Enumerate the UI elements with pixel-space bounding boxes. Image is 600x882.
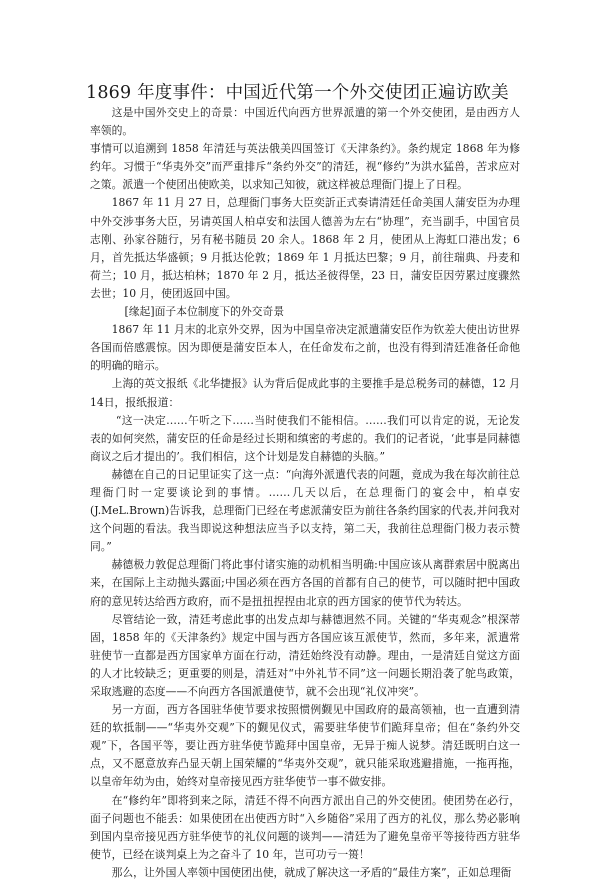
paragraph-appointment: 1867 年 11 月末的北京外交界，因为中国皇帝决定派遣蒲安臣作为钦差大使出访世界各国而倍感震惊。因为即便是蒲安臣本人，在任命发布之前，也没有得到清廷准备任命他的明确的暗示。 [90, 323, 520, 373]
article-body [90, 104, 520, 882]
paragraph-quote: “这一决定……午听之下……当时使我们不能相信。……我们可以肯定的说，无论发表的如何突然，蒲安臣的任命是经过长期和缜密的考虑的。我们的记者说，‘此事是同赫德商议之后才提出的’。我们相信，这个计划是发自赫德的头脑。” [90, 413, 520, 463]
paragraph-qing-view: 尽管结论一致，清廷考虑此事的出发点却与赫德迥然不同。关键的“华夷观念”根深蒂固，1858 年的《天津条约》规定中国与西方各国应该互派使节，然而，多年来，派遣常驻使节一直都是西方国家单方面在行动，清廷始终没有动静。理由，一是清廷自觉这方面的人才比较缺乏；更重要的则是，清廷对“中外礼节不同”这一问题长期沿袭了鸵鸟政策，采取逃避的态度——不向西方各国派遣使节，就不会出现“礼仪冲突”。 [90, 612, 520, 698]
page-title: 1869 年度事件：中国近代第一个外交使团正遍访欧美 [86, 83, 509, 103]
paragraph-solution: 那么，让外国人率领中国使团出使，就成了解决这一矛盾的“最佳方案”，正如总理衙 [111, 865, 512, 879]
paragraph-intro: 这是中国外交史上的奇景：中国近代向西方世界派遣的第一个外交使团，是由西方人率领的。 [90, 106, 520, 138]
paragraph-hart-diary: 赫德在自己的日记里证实了这一点：“向海外派遣代表的问题，竟成为我在每次前往总理衙门时一定要谈论到的事情。……几天以后，在总理衙门的宴会中，柏卓安(J.MeL.Brown)告诉我，总理衙门已经在考虑派蒲安臣为前往各条约国家的代表,并问我对这个问题的看法。我当即说这种想法应当予以支持，第二天，我前往总理衙门极力表示赞同。” [90, 467, 520, 554]
paragraph-revision-year: 在“修约年”即将到来之际，清廷不得不向西方派出自己的外交使团。使团势在必行，面子问题也不能丢：如果使团在出使西方时“入乡随俗”采用了西方的礼仪，那么势必影响到国内皇帝接见西方驻华使节的礼仪问题的谈判——清廷为了避免皇帝平等接待西方驻华使节，已经在谈判桌上为之奋斗了 10 年，岂可功亏一篑！ [90, 793, 520, 861]
paragraph-itinerary: 1867 年 11 月 27 日，总理衙门事务大臣奕訢正式奏请清廷任命美国人蒲安臣为办理中外交涉事务大臣，另请英国人柏卓安和法国人德善为左右“协理”，充当副手，中国官员志刚、孙家谷随行，另有秘书随员 20 余人。1868 年 2 月，使团从上海虹口港出发；6 月，首先抵达华盛顿；9 月抵达伦敦；1869 年 1 月抵达巴黎；9 月，前往瑞典、丹麦和荷兰；10 月，抵达柏林；1870 年 2 月，抵达圣彼得堡，23 日，蒲安臣因劳累过度骤然去世；10 月，使团返回中国。 [90, 196, 520, 300]
paragraph-newspaper: 上海的英文报纸《北华捷报》认为背后促成此事的主要推手是总税务司的赫德，12 月 14日，报纸报道： [90, 377, 520, 409]
paragraph-audience-issue: 另一方面，西方各国驻华使节要求按照惯例觐见中国政府的最高领袖，也一直遭到清廷的软抵制——“华夷外交观”下的觐见仪式，需要驻华使节们跪拜皇帝；但在“条约外交观”下，各国平等，要让西方驻华使节跪拜中国皇帝，无异于痴人说梦。清廷既明白这一点，又不愿意放弃凸显天朝上国荣耀的“华夷外交观”，就只能采取逃避措施，一拖再拖，以皇帝年幼为由，始终对皇帝接见西方驻华使节一事不做安排。 [90, 703, 520, 789]
section-heading: [缘起]面子本位制度下的外交奇景 [124, 305, 285, 319]
paragraph-hart-motive: 赫德极力敦促总理衙门将此事付诸实施的动机相当明确:中国应该从离群索居中脱离出来，在国际上主动抛头露面;中国必须在西方各国的首都有自己的使节，可以随时把中国政府的意见转达给西方政府，而不是扭扭捏捏由北京的西方国家的使节代为转达。 [90, 558, 520, 608]
paragraph-background: 事情可以追溯到 1858 年清廷与英法俄美四国签订《天津条约》。条约规定 1868 年为修约年。习惯于“华夷外交”而严重排斥“条约外交”的清廷，视“修约”为洪水猛兽，苦求应对之策。派遣一个使团出使欧美，以求知己知彼，就这样被总理衙门提上了日程。 [90, 142, 520, 192]
